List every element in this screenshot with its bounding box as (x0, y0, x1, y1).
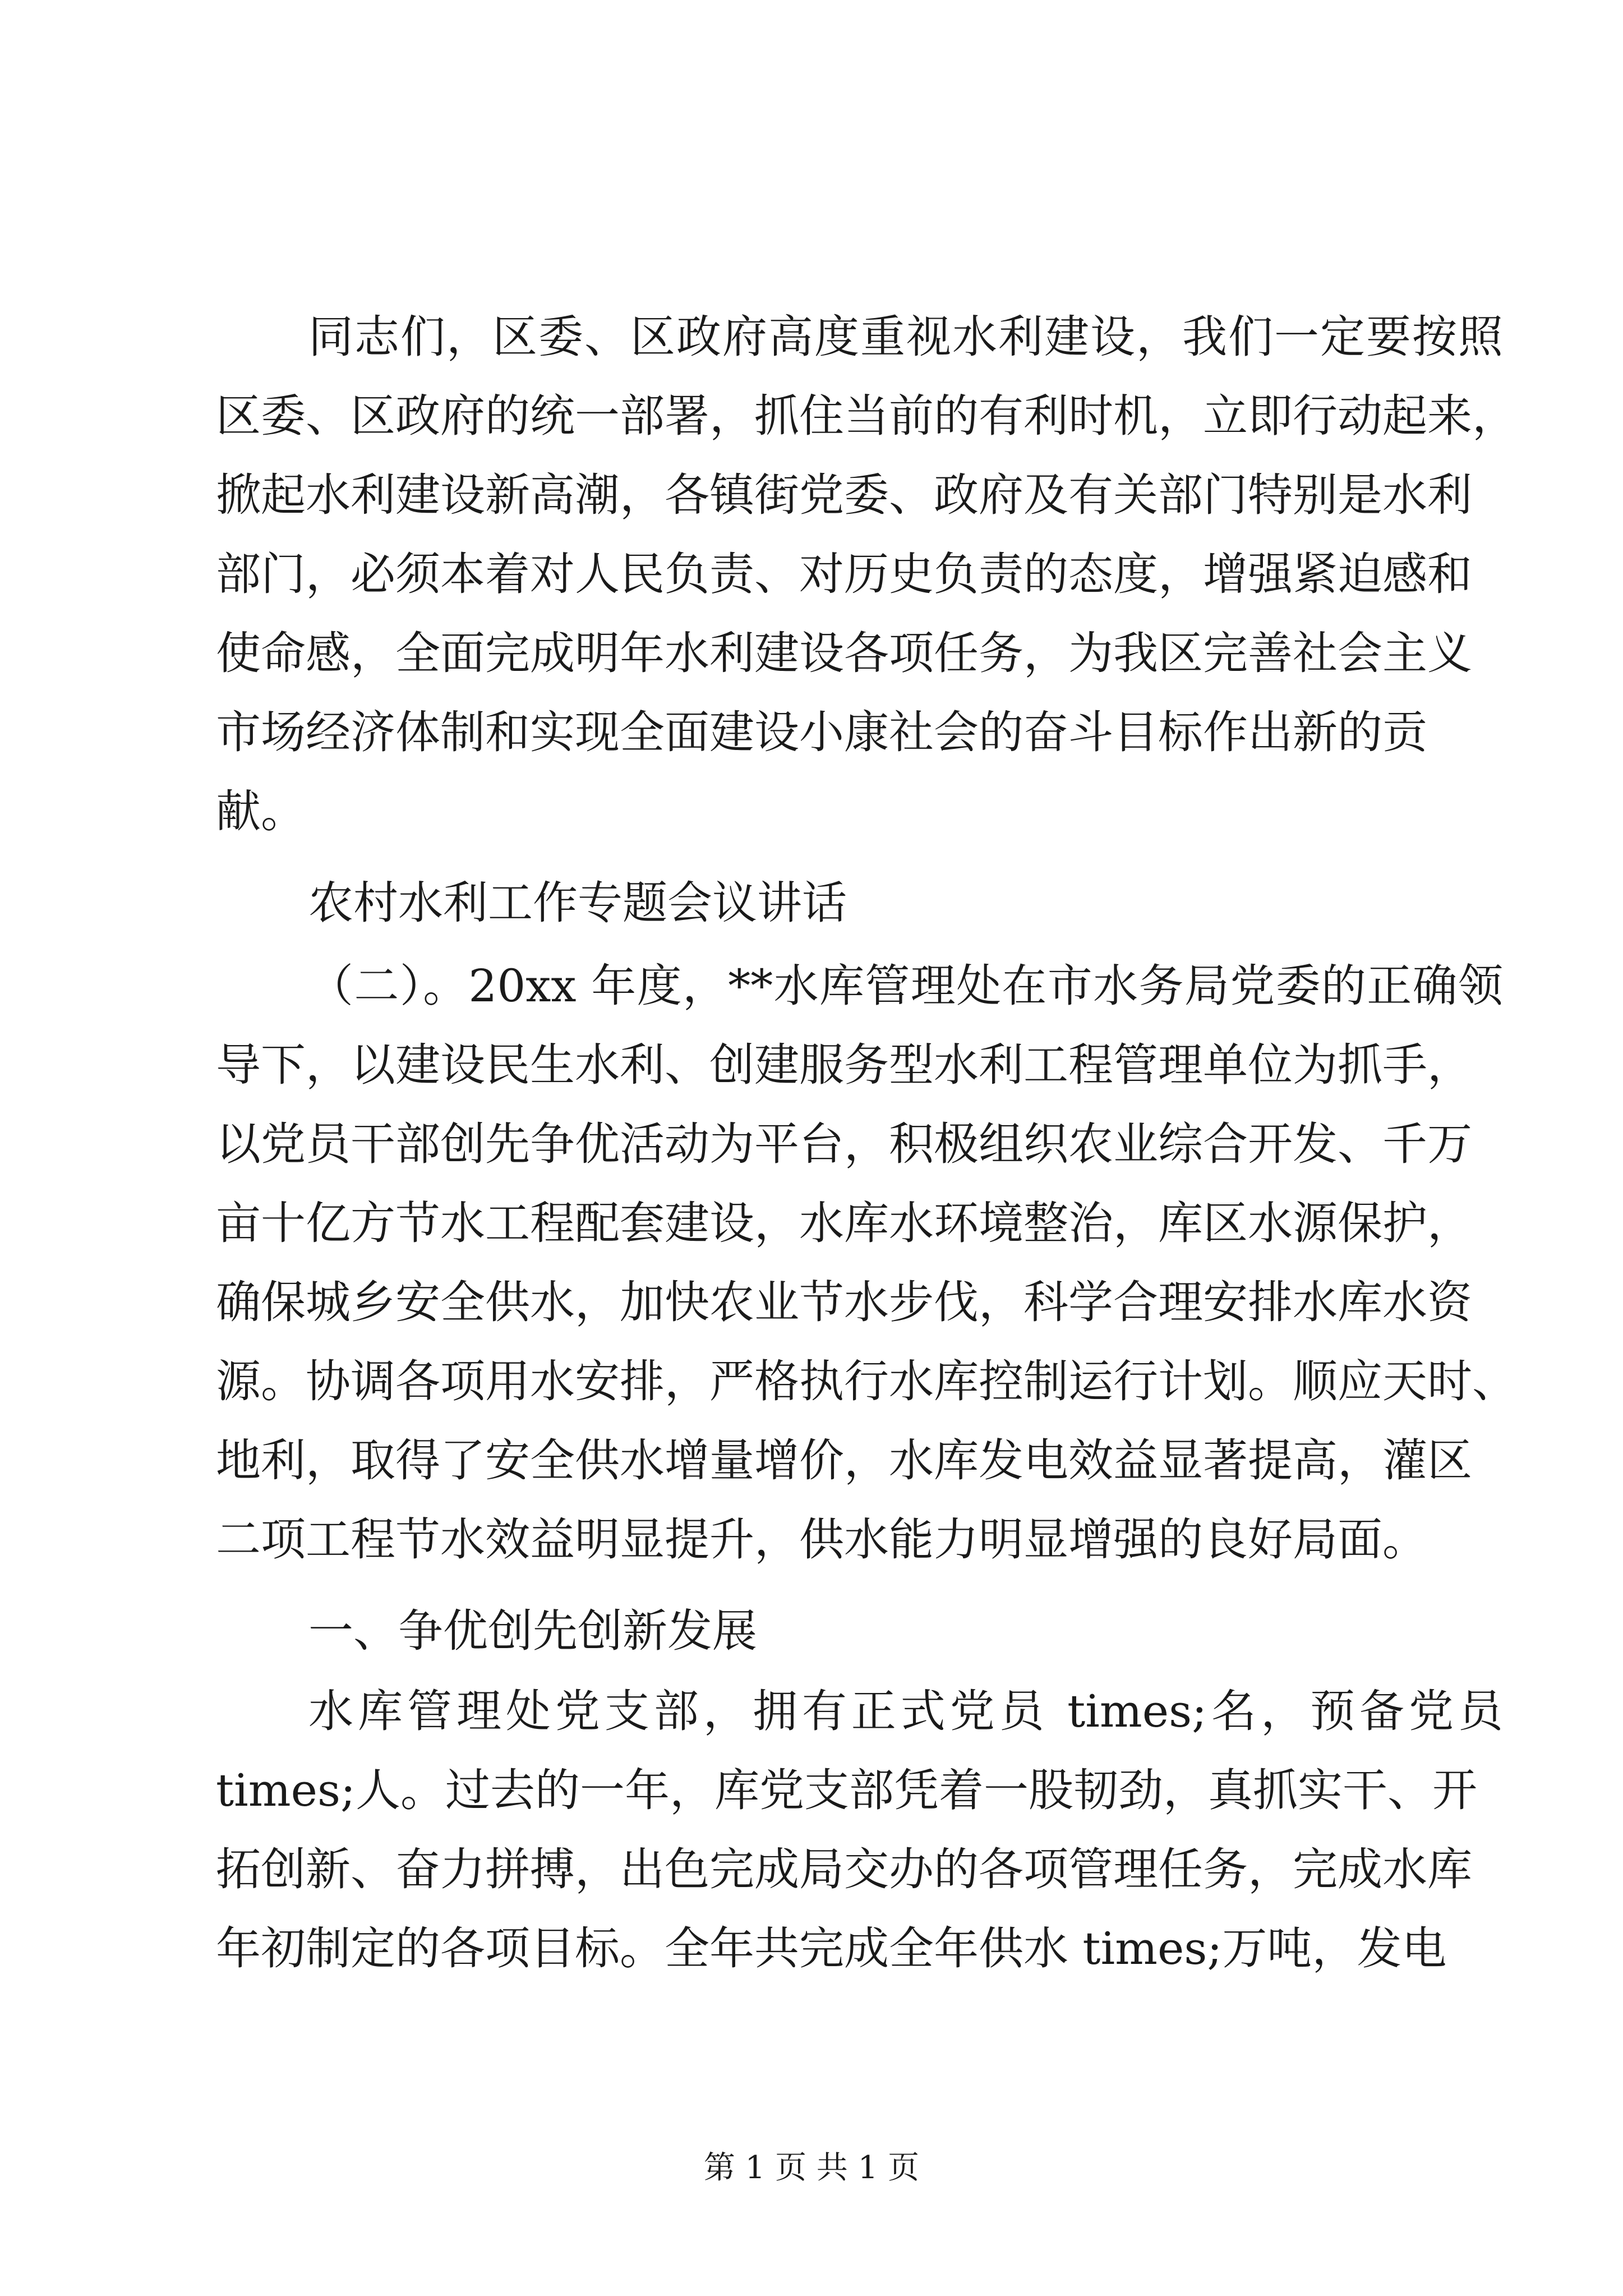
page-footer: 第 1 页 共 1 页 (703, 2150, 920, 2186)
paragraph-2-line-3: 以党员干部创先争优活动为平台，积极组织农业综合开发、千万 (216, 1118, 1472, 1170)
paragraph-1-line-5: 使命感，全面完成明年水利建设各项任务，为我区完善社会主义 (216, 627, 1472, 679)
title-line: 农村水利工作专题会议讲话 (308, 877, 847, 929)
paragraph-3-line-4: 年初制定的各项目标。全年共完成全年供水 times;万吨，发电 (216, 1922, 1447, 1975)
paragraph-2-line-4: 亩十亿方节水工程配套建设，水库水环境整治，库区水源保护， (216, 1197, 1472, 1249)
paragraph-1-line-2: 区委、区政府的统一部署，抓住当前的有利时机，立即行动起来， (216, 390, 1517, 442)
paragraph-2-line-1: （二）。20xx 年度，**水库管理处在市水务局党委的正确领 (308, 960, 1503, 1012)
paragraph-3-line-3: 拓创新、奋力拼搏，出色完成局交办的各项管理任务，完成水库 (216, 1843, 1472, 1895)
paragraph-1-line-4: 部门，必须本着对人民负责、对历史负责的态度，增强紧迫感和 (216, 548, 1472, 600)
paragraph-2-line-7: 地利，取得了安全供水增量增价，水库发电效益显著提高，灌区 (216, 1434, 1472, 1487)
paragraph-2-line-5: 确保城乡安全供水，加快农业节水步伐，科学合理安排水库水资 (216, 1276, 1472, 1328)
paragraph-1-line-6: 市场经济体制和实现全面建设小康社会的奋斗目标作出新的贡 (216, 706, 1427, 758)
paragraph-2-line-2: 导下，以建设民生水利、创建服务型水利工程管理单位为抓手， (216, 1039, 1472, 1091)
paragraph-2-line-8: 二项工程节水效益明显提升，供水能力明显增强的良好局面。 (216, 1513, 1427, 1566)
paragraph-1-line-3: 掀起水利建设新高潮，各镇街党委、政府及有关部门特别是水利 (216, 469, 1472, 521)
section-heading-1: 一、争优创先创新发展 (308, 1605, 757, 1657)
paragraph-3-line-2: times;人。过去的一年，库党支部凭着一股韧劲，真抓实干、开 (216, 1764, 1477, 1816)
paragraph-3-line-1: 水库管理处党支部，拥有正式党员 times;名，预备党员 (308, 1685, 1503, 1737)
paragraph-1-line-1: 同志们，区委、区政府高度重视水利建设，我们一定要按照 (308, 311, 1503, 363)
paragraph-1-line-7: 献。 (216, 785, 306, 838)
paragraph-2-line-6: 源。协调各项用水安排，严格执行水库控制运行计划。顺应天时、 (216, 1355, 1517, 1407)
